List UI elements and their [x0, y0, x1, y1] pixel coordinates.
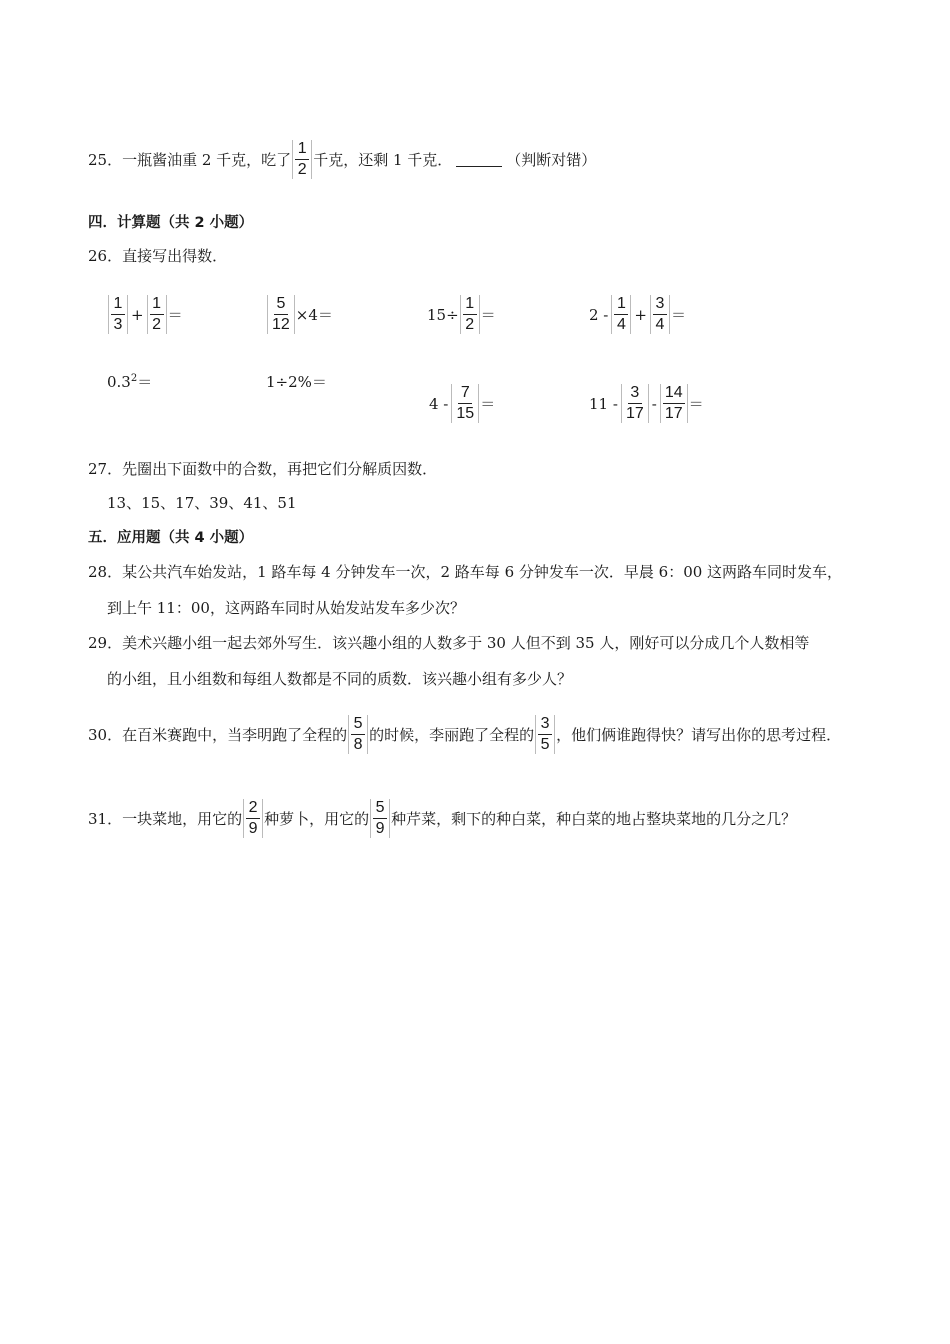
fraction: $\frac{14}{17}$: [660, 384, 688, 423]
answer-blank[interactable]: [456, 152, 502, 167]
question-text: 先圈出下面数中的合数，再把它们分解质因数．: [122, 460, 438, 478]
number-list: 13、15、17、39、41、51: [107, 494, 297, 512]
question-text: 的时候，李丽跑了全程的: [369, 726, 535, 744]
question-number: 31．: [88, 810, 123, 828]
question-suffix: （判断对错）: [506, 151, 597, 169]
expression-6: 1÷2%＝: [266, 373, 327, 391]
question-text: 直接写出得数．: [122, 247, 228, 265]
expression-1: $\frac{1}{3}$ + $\frac{1}{2}$ ＝: [107, 295, 183, 334]
question-number: 27．: [88, 460, 123, 478]
fraction: $\frac{1}{2}$: [292, 140, 312, 179]
fraction: $\frac{1}{2}$: [147, 295, 167, 334]
question-25: [88, 140, 596, 179]
question-28: [88, 561, 842, 582]
question-number: 28．: [88, 563, 123, 581]
question-26: [88, 245, 227, 266]
expression-4: 2 - $\frac{1}{4}$ + $\frac{3}{4}$ ＝: [589, 295, 686, 333]
question-31: [88, 799, 796, 838]
question-text: 某公共汽车始发站，1 路车每 4 分钟发车一次，2 路车每 6 分钟发车一次．早晨 6：00 这两路车同时发车，: [122, 563, 843, 581]
fraction: $\frac{5}{12}$: [267, 295, 295, 334]
question-29-line-2: 的小组，且小组数和每组人数都是不同的质数．该兴趣小组有多少人？: [107, 670, 573, 688]
question-text: ，他们俩谁跑得快？请写出你的思考过程．: [556, 726, 842, 744]
fraction: $\frac{1}{4}$: [611, 295, 631, 334]
question-text: 在百米赛跑中，当李明跑了全程的: [122, 726, 348, 744]
question-30: [88, 715, 841, 754]
fraction: $\frac{1}{2}$: [460, 295, 480, 334]
expression-5: $0.3^2=$: [107, 373, 153, 391]
expression-2: $\frac{5}{12}$ ×4＝: [266, 295, 333, 334]
fraction: $\frac{5}{9}$: [370, 799, 390, 838]
question-text: 千克，还剩 1 千克．: [313, 151, 453, 169]
question-text: 一瓶酱油重 2 千克，吃了: [122, 151, 292, 169]
fraction: $\frac{7}{15}$: [451, 384, 479, 423]
question-number: 26．: [88, 247, 123, 265]
section-heading-5: 五．应用题（共 4 小题）: [88, 530, 254, 546]
question-text: 一块菜地，用它的: [122, 810, 243, 828]
question-number: 30．: [88, 726, 123, 744]
expression-8: 11 - $\frac{3}{17}$ - $\frac{14}{17}$ ＝: [589, 384, 704, 422]
fraction: $\frac{2}{9}$: [243, 799, 263, 838]
fraction: $\frac{3}{4}$: [650, 295, 670, 334]
question-text: 种芹菜，剩下的种白菜，种白菜的地占整块菜地的几分之几？: [391, 810, 797, 828]
fraction: $\frac{5}{8}$: [348, 715, 368, 754]
question-27: [88, 458, 437, 479]
expression-3: 15÷ $\frac{1}{2}$ ＝: [427, 295, 496, 333]
expression-7: 4 - $\frac{7}{15}$ ＝: [429, 384, 496, 422]
fraction: $\frac{3}{5}$: [535, 715, 555, 754]
question-29: [88, 632, 809, 653]
question-number: 29．: [88, 634, 123, 652]
section-heading-4: 四．计算题（共 2 小题）: [88, 215, 254, 231]
question-text: 美术兴趣小组一起去郊外写生．该兴趣小组的人数多于 30 人但不到 35 人，刚好可以分成几个人数相等: [122, 634, 810, 652]
fraction: $\frac{1}{3}$: [108, 295, 128, 334]
question-text: 种萝卜，用它的: [264, 810, 370, 828]
fraction: $\frac{3}{17}$: [621, 384, 649, 423]
question-number: 25．: [88, 151, 123, 169]
question-28-line-2: 到上午 11：00，这两路车同时从始发站发车多少次？: [107, 599, 465, 617]
